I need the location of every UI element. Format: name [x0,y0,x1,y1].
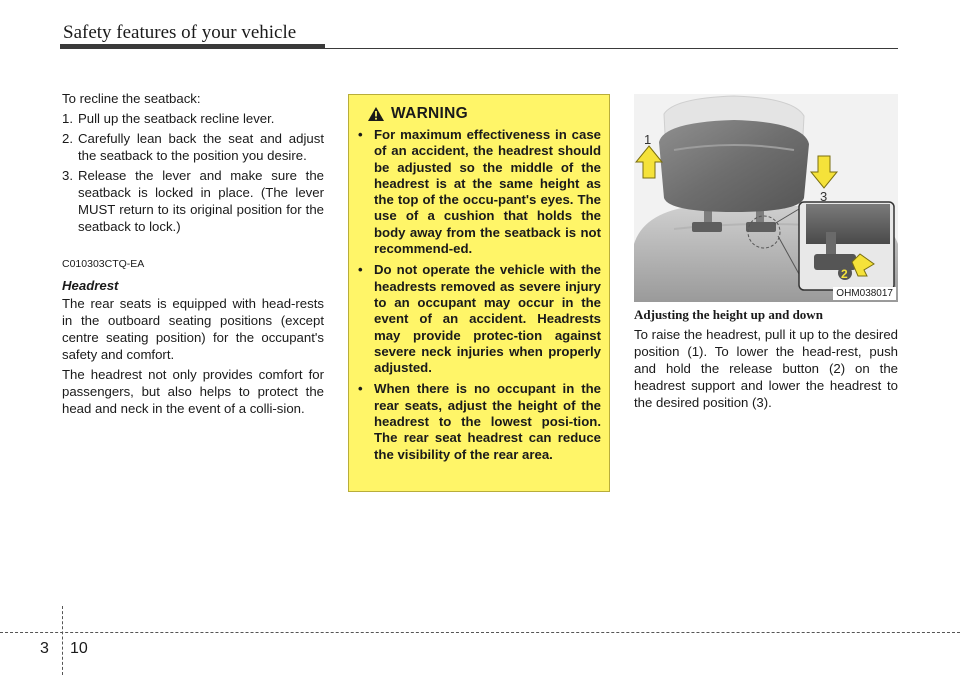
recline-intro: To recline the seatback: [62,91,201,106]
footer-divider [62,606,63,675]
warning-bullet [357,262,601,376]
callout-2: 2 [841,267,848,281]
step-item [62,130,324,164]
step-number: 2. [62,131,73,146]
step-item [62,167,324,235]
page-number: 10 [70,640,88,657]
header-rule [60,48,898,49]
bullet-dot: • [358,262,363,278]
warning-header [367,105,601,123]
headrest-paragraph: The headrest not only provides comfort for passengers, but also helps to protect the head and neck in the event of a colli-sion. [62,367,324,416]
adjust-paragraph: To raise the headrest, pull it up to the desired position (1). To lower the head-rest, push and hold the release button (2) on the headrest support and lower the headrest to the desired position (3). [634,327,898,410]
figure-caption: Adjusting the height up and down [634,307,823,322]
warning-triangle-icon [367,106,385,122]
left-column [62,90,324,420]
warning-bullet-text: Do not operate the vehicle with the headrests removed as severe injury to an occupant may occur in the event of an accident. Headrests may provide protec-tion against severe neck injuries when properly adjusted. [374,262,601,376]
callout-3: 3 [820,189,828,204]
headrest-paragraph: The rear seats is equipped with head-rests in the outboard seating positions (except centre seating position) for the occupant's safety and comfort. [62,296,324,362]
step-number: 3. [62,168,73,183]
footer-rule [0,632,960,633]
headrest-illustration [634,94,898,302]
warning-bullet-text: When there is no occupant in the rear seats, adjust the height of the headrest to the lowest posi-tion. The rear seat headrest can reduce the visibility of the rear area. [374,381,601,462]
step-text: Carefully lean back the seat and adjust the seatback to the position you desire. [78,131,324,163]
step-number: 1. [62,111,73,126]
callout-1: 1 [644,132,652,147]
step-text: Release the lever and make sure the seatback is locked in place. (The lever MUST return to its original position for the seatback to lock.) [78,168,324,234]
warning-box [348,94,610,492]
warning-bullet [357,381,601,462]
warning-title: WARNING [391,105,469,122]
step-item [62,110,324,127]
chapter-number: 3 [40,640,49,657]
figure-label: OHM038017 [833,287,896,300]
headrest-heading: Headrest [62,278,119,293]
warning-bullet [357,127,601,257]
bullet-dot: • [358,127,363,142]
section-code: C010303CTQ-EA [62,258,145,270]
section-title: Safety features of your vehicle [63,22,297,43]
right-column [634,306,898,411]
warning-bullet-text: For maximum effectiveness in case of an accident, the headrest should be adjusted so the middle of the headrest is at the same height as the top of the occu-pant's eyes. The use of a cushion that holds the body away from the seatback is not recommend-ed. [374,127,601,257]
step-text: Pull up the seatback recline lever. [78,111,275,126]
bullet-dot: • [358,381,363,397]
headrest-drawing [634,94,898,302]
